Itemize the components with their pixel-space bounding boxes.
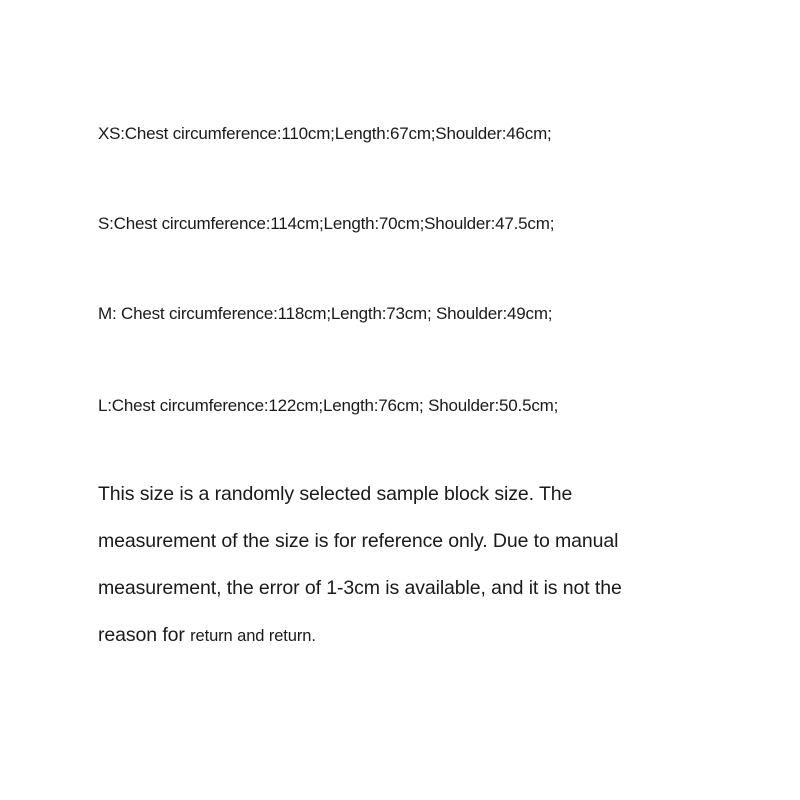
measurement-disclaimer — [98, 482, 738, 670]
disclaimer-line-4-lead: reason for — [98, 624, 191, 646]
size-s-measurements: S:Chest circumference:114cm;Length:70cm;Shoulder:47.5cm; — [98, 214, 555, 233]
size-xs-measurements: XS:Chest circumference:110cm;Length:67cm;Shoulder:46cm; — [98, 124, 552, 143]
disclaimer-line-2: measurement of the size is for reference only. Due to manual — [98, 530, 619, 552]
disclaimer-line-4 — [98, 623, 738, 647]
size-m-measurements: M: Chest circumference:118cm;Length:73cm; Shoulder:49cm; — [98, 304, 553, 323]
size-l-measurements: L:Chest circumference:122cm;Length:76cm; Shoulder:50.5cm; — [98, 396, 559, 415]
disclaimer-line-3: measurement, the error of 1-3cm is available, and it is not the — [98, 577, 622, 599]
disclaimer-line-1: This size is a randomly selected sample block size. The — [98, 483, 573, 505]
disclaimer-line-4-tail: return and return. — [190, 627, 316, 645]
